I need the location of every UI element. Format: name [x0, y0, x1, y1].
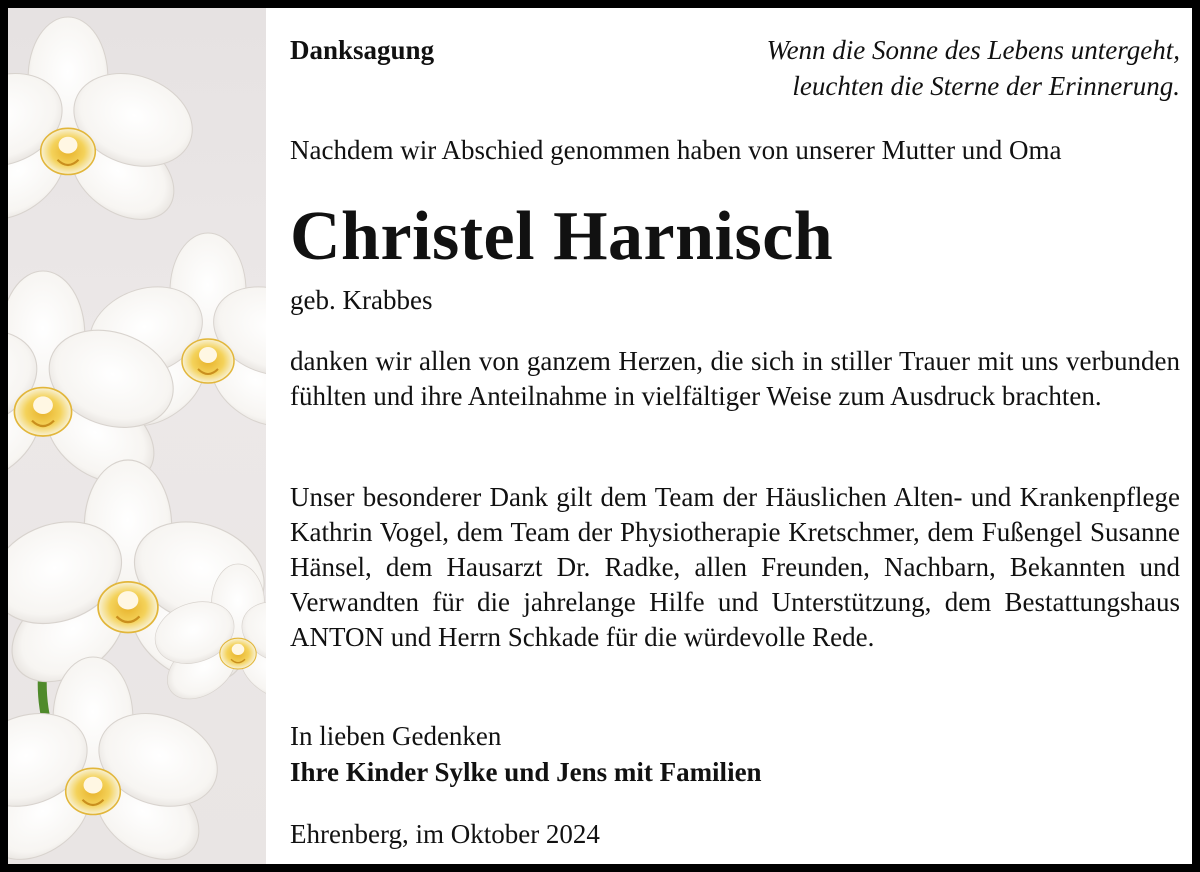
orchid-image	[8, 8, 266, 864]
quote-line-2: leuchten die Sterne der Erinnerung.	[792, 71, 1180, 101]
thanks-paragraph: danken wir allen von ganzem Herzen, die sich in stiller Trauer mit uns verbunden fühlten und ihre Anteilnahme in vielfältiger Weise zum Ausdruck brachten.	[290, 346, 1180, 411]
quote-line-1: Wenn die Sonne des Lebens untergeht,	[766, 35, 1180, 65]
closing-block	[290, 718, 762, 790]
intro-line: Nachdem wir Abschied genommen haben von unserer Mutter und Oma	[290, 135, 1062, 165]
birth-name: geb. Krabbes	[290, 285, 433, 315]
place-date: Ehrenberg, im Oktober 2024	[290, 819, 600, 849]
header-title: Danksagung	[290, 35, 435, 65]
special-thanks-paragraph: Unser besonderer Dank gilt dem Team der Häuslichen Alten- und Krankenpflege Kathrin Vogel, dem Team der Physiotherapie Kretschmer, dem Fußengel Susanne Hänsel, dem Hausarzt Dr. Radke, allen Freunden, Nachbarn, Bekannten und Verwandten für die jahrelange Hilfe und Unterstützung, dem Bestattungshaus ANTON und Herrn Schkade für die würdevolle Rede.	[290, 482, 1180, 652]
signers-line: Ihre Kinder Sylke und Jens mit Familien	[290, 757, 762, 787]
memory-line: In lieben Gedenken	[290, 721, 502, 751]
deceased-name: Christel Harnisch	[290, 198, 834, 275]
memorial-quote	[767, 32, 1180, 104]
obituary-content	[290, 8, 1180, 864]
